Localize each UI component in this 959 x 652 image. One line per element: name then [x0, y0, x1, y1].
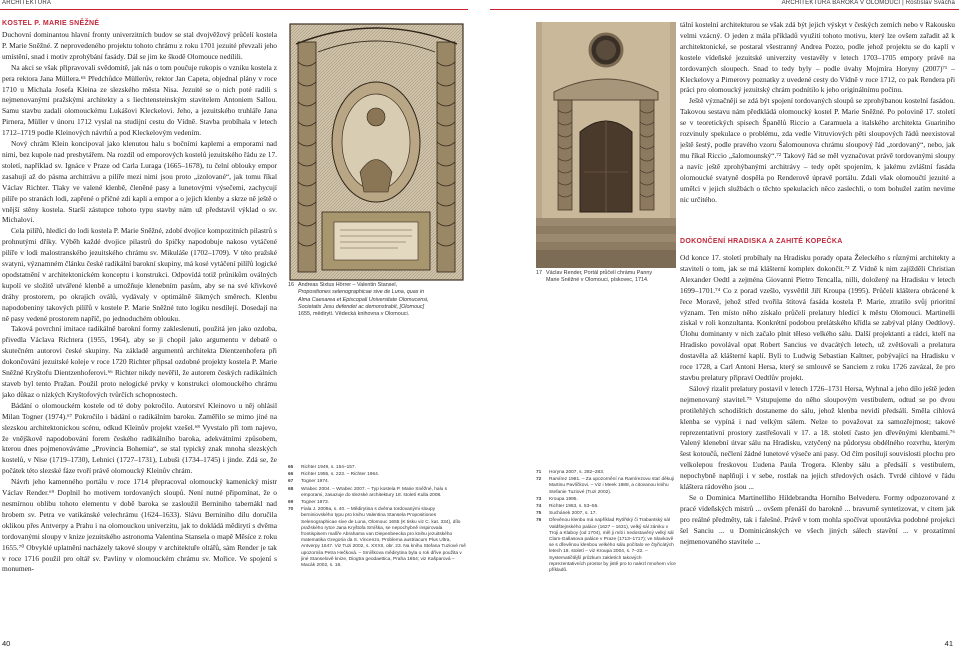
- paragraph: Sálový rizalit prelatury postavil v letech 1726–1731 Hersa, Wyhnal a jeho dílo ještě jeden nejmenovaný stavitel.⁷⁵ Vstupujeme do něho sloupovým vestibulem, odtud se po dvou protilehlých schodištích dostaneme do sálu, jehož klenba nevidí předsálí. Směla cihlová klenba se vypíná i nad velkým sálem. Nelze to považovat za samozřejmost; takové reprezentativní prostory zastřešovali v 17. a 18. století často jen dřevěnými klenbami.⁷⁶ Valený klenební útvar sálu na Hradisku, vztyčený na půdorysu obdélného rozvrhu, kterým šest kotoučů, nečlení žádné lunetové výseče ani pasy. Od čím posilují souvislosti plochu pro velkolepou freskovou Ľudena Paula Trogera. Klenby sálu a předsálí s vestibulem, nepochybně naplňují i v sebe, rostlak na jejich středových osách. Tvrdé cihlové v řádu kláštera rádového jsou ...: [680, 383, 955, 492]
- figure-17-caption: [536, 270, 676, 285]
- footnote: 65 Richter 1949, s. 154–157.: [288, 465, 356, 470]
- footnote: 69 Togner 1973.: [288, 500, 330, 506]
- figure-number: 16: [288, 282, 294, 288]
- running-header-right: ARCHITEKTURA BAROKA V OLOMOUCI | Rostislav Švácha: [781, 0, 955, 6]
- church-portal-photo: [536, 22, 676, 268]
- footnote: 74 Richter 1963, s. 53–55.: [536, 504, 599, 510]
- footnote: 67 Togner 1974.: [288, 479, 330, 485]
- footnote: 75 Suchánek 2007, s. 17.: [536, 511, 597, 517]
- paragraph: Ještě význačněji se zdá být spojení tordovaných sloupů se zprohýbanou kostelní fasádou. Takovou sestavu nám předkládá olomoucký kostel P. Marie Sněžné. Po polovině 17. století se v teoretických spisech Španělů Riccio a Caramuela a italského architekta Guariniho rozvinuly spekulace o problému, zda vedle Vitruviových pěti sloupových řádů neexistoval ještě šestý, podle pravého vzoru Šalomounova chrámu sloupový řád „tordovaný“, nebo, jak mu říkal Riccio „šalomounský“.⁷² Takový řád se měl vyznačovat právě tordovanými sloupy a navíc ještě zprohýbanými architrávy – tedy opět spojením, k jakému zvláštní fasáda olomoucké svatyně dospěla po Renderově úpravě portálu. Zdali však olomoučtí jezuité a umělci v jejich službách o těchto spekulacích něco zaslechli, o tom bohužel zatím nevíme nic určitého.: [680, 96, 955, 204]
- caption-line: Alma Caesarea et Episcopali Universitate Olomucensi,: [298, 296, 429, 303]
- paragraph: Bádání o olomouckém kostele od té doby pokročilo. Autorství Kleinovo u něj ohlásil Milan Togner (1974).⁶⁷ Pokročilo i bádání o radikálním baroku. Zaměřilo se mimo jiné na slezskou architektonickou scénu, odkud Kleinův projekt vzešel.⁶⁸ Vyvstalo při tom najevo, že vnějškově napodobování forem českého radikálního baroka, adekvátními způsobem, kterou dnes pojmenováváme „Provincia Bohemia“, se stal typický znak mnoha slezských kostelů, v Nise (1719–1730), Lehnici (1727–1731), Lubuši (1734–1745) i jinde. Zdá se, že počátek této slezské fáze tvoří právě olomoucký Kleinův chrám.: [2, 400, 277, 476]
- paragraph: Návrh jeho kamenného portálu v roce 1714 přepracoval olomoucký kamenický mistr Václav Render.⁶⁹ Doplnil ho motivem tordovaných sloupů. Není nutné připomínat, že o nesmírnou oblibu tohoto elementu v době baroka se zasloužil Berniniho tabernákl nad hrobem sv. Petra ve vatikánské velechrámu (1624–1633). Slávu Berniniho dílu doručila oklikou přes Antverpy a Prahu i na olomouckou univerzitu, jak to dokládá mědirytí s dvěma tordovanými sloupy v knize jezuitského astronoma Valentina Stansela o mapě Měsíce z roku 1655.⁷⁰ Obvyklé uplatnění nacházely takové sloupy v architektuře oltářů, sám Render je tak v roce 1716 použil pro oltář sv. Pavliny v olomouckém chrámu sv. Mořice. Ve spojení s monumen-: [2, 477, 277, 574]
- caption-line: Marie Sněžné v Olomouci, pískovec, 1714.: [546, 277, 649, 284]
- main-text-column-left: [2, 30, 277, 632]
- paragraph: Duchovní dominantou hlavní fronty univerzitních budov se stal dvojvěžový průčelí kostela P. Marie Sněžné. Z neprovedeného projektu tohoto chrámu z roku 1701 jezuité převzali jeho umístění, snad i motiv zprohýbání fasády. Dál se jim ke škodě Olomouce nedílili.: [2, 30, 277, 61]
- footnote: 70 Fiala J. 2009a, s. 40. – Mědirytina s dvěma tordovanými sloupy berniniovského typu pro knihu Valentina Stansela Propositiones Selenographicae sive de Luna, Olomouc 1655 (K tisku viz C. kat. 334), dílo pražského rytce Jana Kryštofa Smíška, se nepochybně inspirovala frontispisem malíře Abrahama van Diepenbeecka pro knihu jezuitského matematika Gregoria da S. Vincenzo, Problema austriacum Plus Ultra, Antverpy 1647. Viz Tuzi 2002, s. XXXII, obr. 23. Na knihu Stefana Tuziové mě upozornila Petra Hečková. – Smíškova mědirytina byla o rok dříve použita v jiné Stanselově knize, Diogtra geodaettica, Praha 1654; viz Kašparová – Macák 2002, s. 18.: [288, 507, 466, 569]
- footnote: 72 Ramírez 1981. – Za upozornění na Ramírezovu stať děkuji Martinu Pavlíčkovi. – Viz i Meek 1988, a citovanou knihu Stefanie Tuziové (Tuzi 2002).: [536, 477, 674, 495]
- page-number-right: 41: [944, 639, 953, 648]
- paragraph: Se o Dominica Martinelliho Hildebrandta Horního Belvederu. Formy odpozorované z pracé vídeňských mistrů ... ovšem přenáší do barokně ... bravurně syntetizovat, v citem jak pro reálné předměty, tak i falešné. Právě v tom mohla spočívat upoutávka podobné projekci šel Sanciu ... u Dominicánských ve všech jiných sálech stavění ... v prozatímní nejmenovaného stavitele ...: [680, 492, 955, 546]
- running-header-left: ARCHITEKTURA: [2, 0, 52, 6]
- footnote: 71 Horyna 2007, s. 282–283.: [536, 470, 605, 475]
- paragraph: Nový chrám Klein koncipoval jako klenutou halu s bočními kaplemi a emporami nad nimi, bez kupole nad presbytářem. Na rozdíl od emporových kostelů jezuitského řádu ze 17. století, například sv. Ignáce v Praze od Carla Luraga (1665–1678), tu čelní oblouky empor zasahují až do pásma architrávu a pilíře mezi nimi jsou proto „izolované“, jak tomu říkal Václav Richter. Tlaky ve valené klenbě, členěné pasy a lunetovými výsečemi, zachycují pilíře po stranách lodi, zapřené o příčné zdi kapli a empor a o jejich klenby a skrze ně ještě o vnější stěny kostela. Starší zástupce tohoto typu stavby nám už představil výklad o sv. Michalovi.: [2, 139, 277, 225]
- paragraph: Na akci se však připravovali svědomitě, jak nás o tom poučuje rukopis o vzniku kostela z pera rektora Jana Müllera.⁶⁵ Předchůdce Müllerův, rektor Jan Capeta, objednal plány v roce 1710 u Michala Josefa Kleina ze slezského města Nisa. Jezuité se o nich poté radili s nejmenovanými pražskými architekty a s liechtensteinským stavitelem Antoniem Sallou. Samu stavbu zadali olomouckému Lukášovi Kleckelovi. Jeho, a jezuitského truhláře Jana Pirnera, Müller v únoru 1712 vyslal na studijní cestu do Vídně. Stavba probíhala v letech 1712–1719 podle Kleinových návrhů a pod Kleckelovým vedením.: [2, 62, 277, 138]
- paragraph: tální kostelní architekturou se však zdá být jejich výskyt v českých zemích nebo v Rakousku velmi vzácný. O jeden z mála příkladů využití tohoto motivu, který lze ovšem zařadit až k architektonické, se postaral všestranný Andrea Pozzo, podle jehož projektu se do kaplí v kostele vídeňské jezuitské univerzity vestavěly v letech 1703–1705 empory právě na tordovaných sloupech. Snad to tedy byly – podle úvahy Mojmíra Horyny (2007)⁷¹ – Kleckelovy a Pirnerovy poznatky z uvedené cesty do Vídně v roce 1712, co pak Rendera při práci pro olomoucký jezuitský chrám podnítilo k jeho originálnímu počinu.: [680, 20, 955, 95]
- figure-17-photo: [536, 22, 676, 268]
- footnote: 66 Richter 1955, s. 223. – Richter 1964.: [288, 472, 380, 478]
- footnote: 76 Dřevěnou klenbu má například Rytířský či Trabantský sál Valdštejnského paláce (1627 – 1631), velký sál zámku v Troji a Klaboy (od 1704), měl ji míti i nedostavěný velký sál Clam-Gallasova paláce v Praze (1713–1717); ve Slavkově se s dřevěnou klenbou velkého sálu počítalo ve čtyřicátých letech 18. století – viz Kroupa 2004, s. 7–22. – Systematičtější průzkum zakletích takových reprezentativních prostor by jistě pro to nalezl mnohem více příkladů.: [536, 518, 676, 574]
- figure-number: 17: [536, 270, 542, 276]
- figure-16-caption: [288, 282, 466, 318]
- paragraph: Taková povrchní imitace radikálně barokní formy zakleslenuti, použitá jen jako ozdoba, přivedla Václava Richtera (1955, 1964), aby se ji chopil jako argumentu v debatě o skutečném autorovi české skupiny. Na základě argumentů architekta Dientzenhofera při dokončování jezuitské koleje v roce 1720 Richter připsal ozdobné projekty kostela P. Marie Sněžné Kryštofu Dientzenhoferovi.⁶⁶ Richter nikdy nevěřil, že autorem českých radikálních staveb byl tento Pražan. Použil proto nelogické prvky v konstrukci olomouckého chrámu jako důkaz o nízkých Kryštofových tvůrčích schopnostech.: [2, 324, 277, 399]
- section-title-hradisko: DOKONČENÍ HRADISKA A ZAHITÉ KOPEČKA: [680, 238, 843, 245]
- section-title-kostel: KOSTEL P. MARIE SNĚŽNÉ: [2, 20, 100, 27]
- caption-line: Václav Render, Portál průčelí chrámu Panny: [546, 270, 653, 276]
- main-text-column-right-top: [680, 20, 955, 218]
- footnotes-right: [536, 470, 676, 575]
- caption-line: Propositiones selenographicae sive de Luna, quas in: [298, 289, 425, 296]
- paragraph: Od konce 17. století probíhaly na Hradisku porady opata Želeckého s různými architekty a staviteli o tom, jak se má klášterní komplex dokončit.⁷³ Z Vídně k nim zajížděli Christian Alexander Oedtl a zejména Giovanni Pietro Tencalla, nilli, doložený na Hradisku v letech 1699–1701.⁷⁴ Co z porad vzešlo, vysvětlil Jiří Kroupa (1995). Průčelí kláštera obrácené k řece Moravě, jehož střed tvořila štítová fasáda kostela P. Marie, ztratilo svůj prioritní význam. Ten místo něho získalo průčelí prelatury hledící k městu Olomouci. Martinelli získal v roli konzultanta. Konkrétní podobou prelátského křídla se zabýval plány Oedtlový. Úlohu dominanty v nich začalo plnit těleso velkého sálu. Další projektanti a rádci, kteří na Hradisko povolával opat Robert Sancius ve dvacátých letech, už zvětšovali a prelatura dostavěla až klášterní kaplí. Byli to Ludwig Sebastian Kaltner, pobývající na Hradisku v roce 1728, a Carl Antoni Hersa, který se smlouvě se Sanciem z roku 1726 zavázal, že pro stavbu prelatury připraví Oedtlův projekt.: [680, 253, 955, 382]
- footnotes-left: [288, 465, 466, 570]
- page-number-left: 40: [2, 639, 11, 648]
- caption-line: Societatis Jesu defendet ac demonstrabit, [Olomouc]: [298, 303, 425, 310]
- paragraph: Cela pilířů, hledící do lodi kostela P. Marie Sněžné, zdobí dvojice kompozitních pilastrů s prohnutými dříky. Výběh každé dvojice pilastrů do špičky napodobuje nakoso vytáčené pilíře v lodi malostranského jezuitského chrámu sv. Mikuláše (1702–1709). V této pražské svatyni, významném článku české radikální barokní skupiny, má kosé vytáčení pilířů logické opodstatnění v architektonickém konceptu i konstrukci. Odpovídá totiž průnikům oválných kupolí ve složitě utvářené klenbě a umožňuje klenebním pasům, aby se na své křivkové dráhy prostorem, po okrajích oválů, vydávaly v optimálně šikmých směrech. Klenbu napodobeniny takových pilířů v kostele P. Marie Sněžné tuto logiku nesdílejí. Dosedají na ně pasy vedené prostorem napříč, po jednoduchém oblouku.: [2, 226, 277, 323]
- main-text-column-right-bottom: [680, 253, 955, 636]
- header-rule-left: [0, 9, 468, 10]
- footnote: 68 Wrabec 2004. – Wrabec 2007. – Typ kostela P. Marie Sněžné, halu s emporami, zasazuje do slezské architektury 18. století Kulla 2008.: [288, 486, 448, 498]
- footnote: 73 Kroupa 1995.: [536, 496, 578, 502]
- header-rule-right: [490, 9, 959, 10]
- caption-line: 1655, mědirytí. Vědecká knihovna v Olomouci.: [298, 311, 410, 318]
- caption-line: Andreas Sixtus Hörrer – Valentin Stansel,: [298, 282, 398, 288]
